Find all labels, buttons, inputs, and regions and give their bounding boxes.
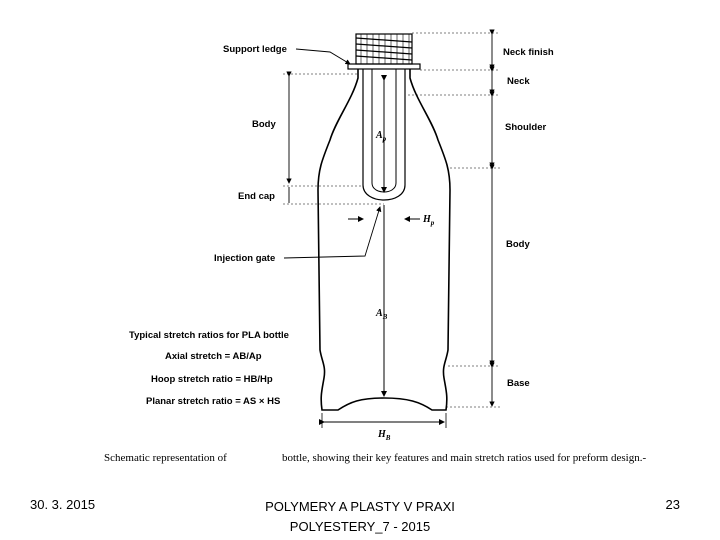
label-shoulder: Shoulder: [505, 122, 547, 133]
footer-page-number: 23: [665, 497, 680, 512]
hp-symbol: $H_p$: [423, 214, 435, 227]
caption-left: Schematic representation of: [104, 452, 227, 464]
label-base: Base: [507, 378, 530, 389]
label-neck: Neck: [507, 76, 530, 87]
hb-symbol: $H_B$: [378, 429, 391, 442]
footer-title: [0, 497, 720, 537]
axial-stretch: Axial stretch = AB/Ap: [165, 351, 262, 362]
label-body-bottle: Body: [506, 239, 530, 250]
label-injection-gate: Injection gate: [214, 253, 276, 264]
label-body-preform: Body: [252, 119, 276, 130]
ab-symbol: $A_B$: [376, 308, 388, 321]
caption-right: bottle, showing their key features and main stretch ratios used for preform design.-: [282, 452, 647, 464]
neck-finish-threads: [348, 34, 420, 69]
footer-title-line1: POLYMERY A PLASTY V PRAXI: [265, 499, 455, 514]
label-neck-finish: Neck finish: [503, 47, 554, 58]
footer-title-line2: POLYESTERY_7 - 2015: [289, 519, 431, 534]
label-support-ledge: Support ledge: [223, 44, 287, 55]
planar-stretch: Planar stretch ratio = AS × HS: [146, 396, 281, 407]
label-end-cap: End cap: [238, 191, 275, 202]
stretch-ratios-heading: Typical stretch ratios for PLA bottle: [129, 330, 289, 341]
ap-symbol: $A_p$: [376, 130, 387, 143]
hoop-stretch: Hoop stretch ratio = HB/Hp: [151, 374, 273, 385]
footer-date: 30. 3. 2015: [30, 497, 96, 512]
